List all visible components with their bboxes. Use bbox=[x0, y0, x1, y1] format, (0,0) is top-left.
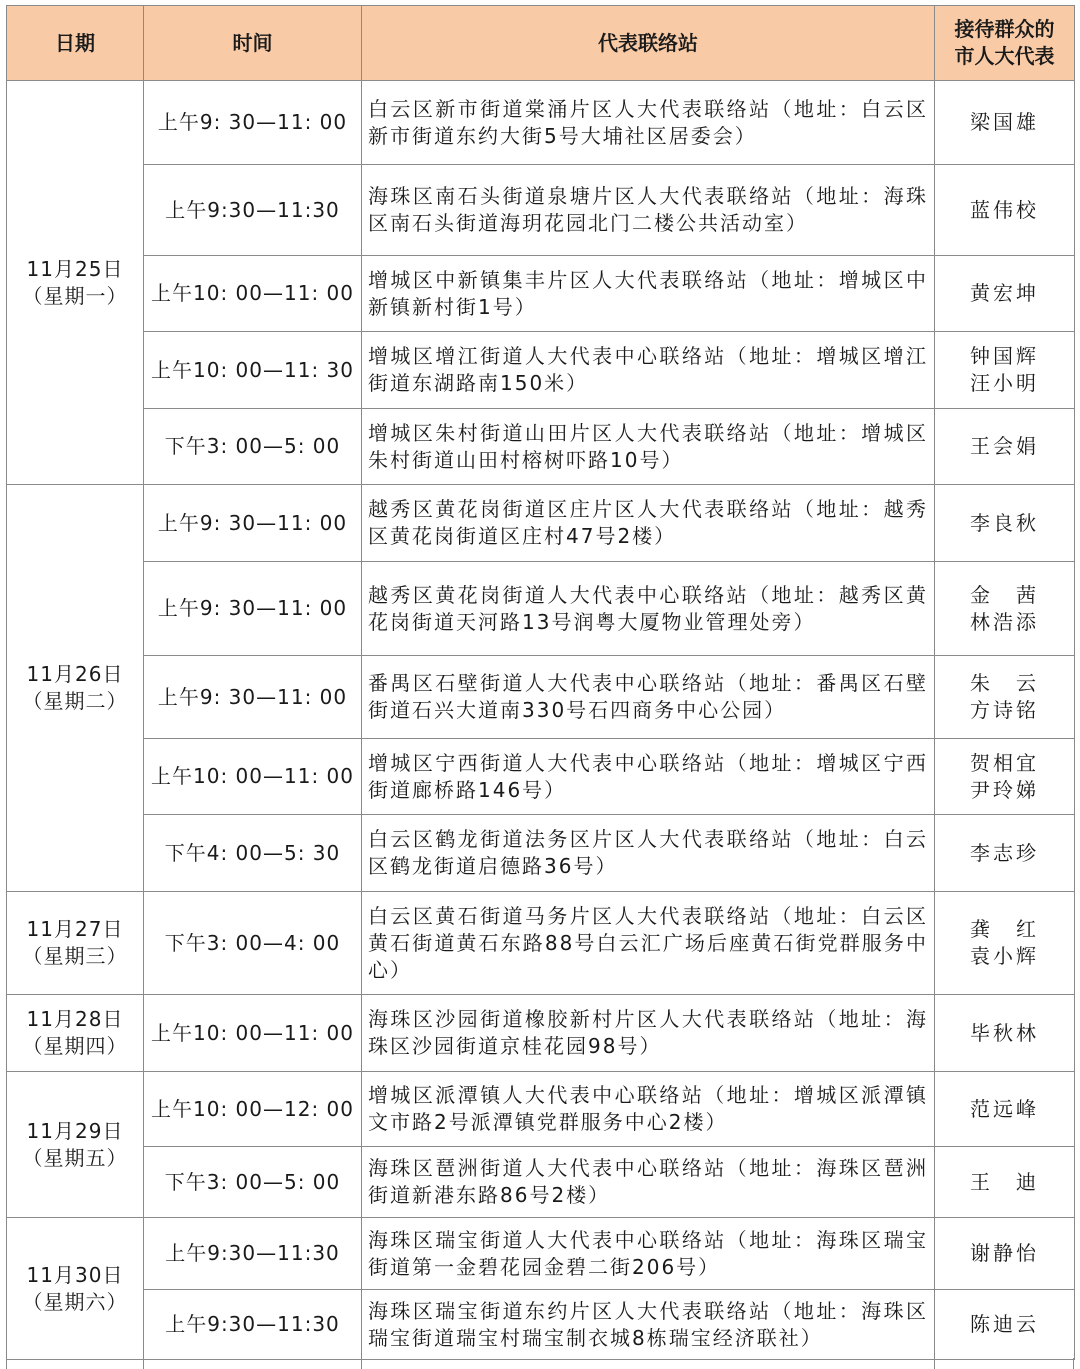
header-station: 代表联络站 bbox=[362, 6, 935, 81]
representative-name: 袁小辉 bbox=[970, 944, 1039, 968]
table-row bbox=[7, 739, 1075, 815]
weekday-text: （星期六） bbox=[22, 1289, 128, 1314]
representative-name: 方诗铭 bbox=[970, 698, 1039, 722]
weekday-text: （星期四） bbox=[22, 1034, 128, 1058]
station-cell: 增城区增江街道人大代表中心联络站（地址：增城区增江街道东湖路南150米） bbox=[362, 332, 935, 409]
representative-cell bbox=[935, 1147, 1075, 1218]
weekday-text: （星期三） bbox=[22, 944, 128, 968]
date-text: 11月26日 bbox=[26, 662, 124, 686]
station-cell: 白云区黄石街道马务片区人大代表联络站（地址：白云区黄石街道黄石东路88号白云汇广场后座黄石街党群服务中心） bbox=[362, 892, 935, 995]
representative-cell bbox=[935, 81, 1075, 165]
date-text: 11月30日 bbox=[26, 1262, 124, 1287]
table-row bbox=[7, 995, 1075, 1072]
date-text: 11月25日 bbox=[26, 256, 124, 281]
table-row bbox=[7, 409, 1075, 485]
header-rep-line2: 市人大代表 bbox=[954, 44, 1055, 68]
representative-name: 梁国雄 bbox=[970, 110, 1039, 134]
time-cell: 上午9: 30—11: 00 bbox=[144, 81, 362, 165]
representative-name: 朱 云 bbox=[970, 671, 1039, 695]
table-row bbox=[7, 1218, 1075, 1290]
schedule-body bbox=[7, 81, 1075, 1360]
time-cell: 下午3: 00—5: 00 bbox=[144, 409, 362, 485]
time-cell: 上午10: 00—11: 00 bbox=[144, 995, 362, 1072]
representative-name: 林浩添 bbox=[970, 609, 1039, 634]
time-cell: 下午4: 00—5: 30 bbox=[144, 815, 362, 892]
station-cell: 白云区鹤龙街道法务区片区人大代表联络站（地址：白云区鹤龙街道启德路36号） bbox=[362, 815, 935, 892]
date-cell bbox=[7, 81, 144, 485]
representative-name: 汪小明 bbox=[970, 371, 1039, 395]
station-cell: 海珠区瑞宝街道东约片区人大代表联络站（地址：海珠区瑞宝街道瑞宝村瑞宝制衣城8栋瑞宝经济联社） bbox=[362, 1290, 935, 1360]
table-row bbox=[7, 656, 1075, 739]
table-continuation bbox=[6, 1358, 1074, 1369]
table-row bbox=[7, 1072, 1075, 1147]
time-cell: 上午9: 30—11: 00 bbox=[144, 562, 362, 656]
station-cell: 海珠区琶洲街道人大代表中心联络站（地址：海珠区琶洲街道新港东路86号2楼） bbox=[362, 1147, 935, 1218]
time-cell: 上午9:30—11:30 bbox=[144, 165, 362, 256]
station-cell: 增城区宁西街道人大代表中心联络站（地址：增城区宁西街道廊桥路146号） bbox=[362, 739, 935, 815]
station-cell: 海珠区南石头街道泉塘片区人大代表联络站（地址：海珠区南石头街道海玥花园北门二楼公共活动室） bbox=[362, 165, 935, 256]
header-date: 日期 bbox=[7, 6, 144, 81]
representative-cell bbox=[935, 562, 1075, 656]
representative-name: 毕秋林 bbox=[970, 1020, 1039, 1045]
representative-cell bbox=[935, 995, 1075, 1072]
table-row bbox=[7, 485, 1075, 562]
representative-name: 贺相宜 bbox=[970, 750, 1039, 775]
time-cell: 上午9:30—11:30 bbox=[144, 1290, 362, 1360]
station-cell: 海珠区沙园街道橡胶新村片区人大代表联络站（地址：海珠区沙园街道京桂花园98号） bbox=[362, 995, 935, 1072]
table-row bbox=[7, 332, 1075, 409]
representative-cell bbox=[935, 656, 1075, 739]
representative-cell bbox=[935, 332, 1075, 409]
date-cell bbox=[7, 1072, 144, 1218]
representative-name: 王会娟 bbox=[970, 434, 1039, 458]
schedule-table bbox=[6, 5, 1075, 1360]
time-cell: 上午9: 30—11: 00 bbox=[144, 656, 362, 739]
weekday-text: （星期二） bbox=[22, 689, 128, 713]
time-cell: 下午3: 00—5: 00 bbox=[144, 1147, 362, 1218]
representative-name: 范远峰 bbox=[970, 1096, 1039, 1121]
table-row bbox=[7, 562, 1075, 656]
station-cell: 增城区派潭镇人大代表中心联络站（地址：增城区派潭镇文市路2号派潭镇党群服务中心2楼） bbox=[362, 1072, 935, 1147]
table-row bbox=[7, 81, 1075, 165]
representative-cell bbox=[935, 1072, 1075, 1147]
time-cell: 上午10: 00—11: 00 bbox=[144, 256, 362, 332]
header-rep-line1: 接待群众的 bbox=[954, 17, 1055, 41]
station-cell: 越秀区黄花岗街道人大代表中心联络站（地址：越秀区黄花岗街道天河路13号润粤大厦物业管理处旁） bbox=[362, 562, 935, 656]
date-text: 11月29日 bbox=[26, 1118, 124, 1143]
station-cell: 增城区朱村街道山田片区人大代表联络站（地址：增城区朱村街道山田村榕树吓路10号） bbox=[362, 409, 935, 485]
representative-cell bbox=[935, 892, 1075, 995]
representative-name: 谢静怡 bbox=[970, 1241, 1039, 1265]
date-text: 11月27日 bbox=[26, 917, 124, 941]
representative-cell bbox=[935, 165, 1075, 256]
date-cell bbox=[7, 995, 144, 1072]
header-representative bbox=[935, 6, 1075, 81]
representative-cell bbox=[935, 409, 1075, 485]
station-cell: 越秀区黄花岗街道区庄片区人大代表联络站（地址：越秀区黄花岗街道区庄村47号2楼） bbox=[362, 485, 935, 562]
weekday-text: （星期一） bbox=[22, 283, 128, 308]
table-row bbox=[7, 815, 1075, 892]
representative-name: 钟国辉 bbox=[970, 344, 1039, 368]
representative-cell bbox=[935, 256, 1075, 332]
station-cell: 海珠区瑞宝街道人大代表中心联络站（地址：海珠区瑞宝街道第一金碧花园金碧二街206号） bbox=[362, 1218, 935, 1290]
representative-name: 黄宏坤 bbox=[970, 281, 1039, 305]
representative-cell bbox=[935, 739, 1075, 815]
time-cell: 上午9: 30—11: 00 bbox=[144, 485, 362, 562]
representative-name: 陈迪云 bbox=[970, 1312, 1039, 1336]
time-cell: 上午10: 00—11: 30 bbox=[144, 332, 362, 409]
table-row bbox=[7, 892, 1075, 995]
station-cell: 番禺区石壁街道人大代表中心联络站（地址：番禺区石壁街道石兴大道南330号石四商务中心公园） bbox=[362, 656, 935, 739]
station-cell: 增城区中新镇集丰片区人大代表联络站（地址：增城区中新镇新村街1号） bbox=[362, 256, 935, 332]
representative-name: 王 迪 bbox=[970, 1169, 1039, 1194]
date-cell bbox=[7, 1218, 144, 1360]
table-row bbox=[7, 1290, 1075, 1360]
time-cell: 上午9:30—11:30 bbox=[144, 1218, 362, 1290]
time-cell: 上午10: 00—11: 00 bbox=[144, 739, 362, 815]
date-cell bbox=[7, 892, 144, 995]
header-row bbox=[7, 6, 1075, 81]
representative-cell bbox=[935, 1290, 1075, 1360]
table-row bbox=[7, 165, 1075, 256]
representative-cell bbox=[935, 1218, 1075, 1290]
table-row bbox=[7, 256, 1075, 332]
header-time: 时间 bbox=[144, 6, 362, 81]
time-cell: 下午3: 00—4: 00 bbox=[144, 892, 362, 995]
date-cell bbox=[7, 485, 144, 892]
weekday-text: （星期五） bbox=[22, 1145, 128, 1170]
station-cell: 白云区新市街道棠涌片区人大代表联络站（地址：白云区新市街道东约大街5号大埔社区居委会） bbox=[362, 81, 935, 165]
time-cell: 上午10: 00—12: 00 bbox=[144, 1072, 362, 1147]
representative-name: 蓝伟校 bbox=[970, 197, 1039, 222]
representative-name: 尹玲娣 bbox=[970, 777, 1039, 802]
table-row bbox=[7, 1147, 1075, 1218]
representative-cell bbox=[935, 485, 1075, 562]
representative-name: 金 茜 bbox=[970, 582, 1039, 607]
representative-name: 李志珍 bbox=[970, 840, 1039, 865]
date-text: 11月28日 bbox=[26, 1007, 124, 1031]
representative-name: 李良秋 bbox=[970, 510, 1039, 535]
representative-cell bbox=[935, 815, 1075, 892]
representative-name: 龚 红 bbox=[970, 917, 1039, 941]
